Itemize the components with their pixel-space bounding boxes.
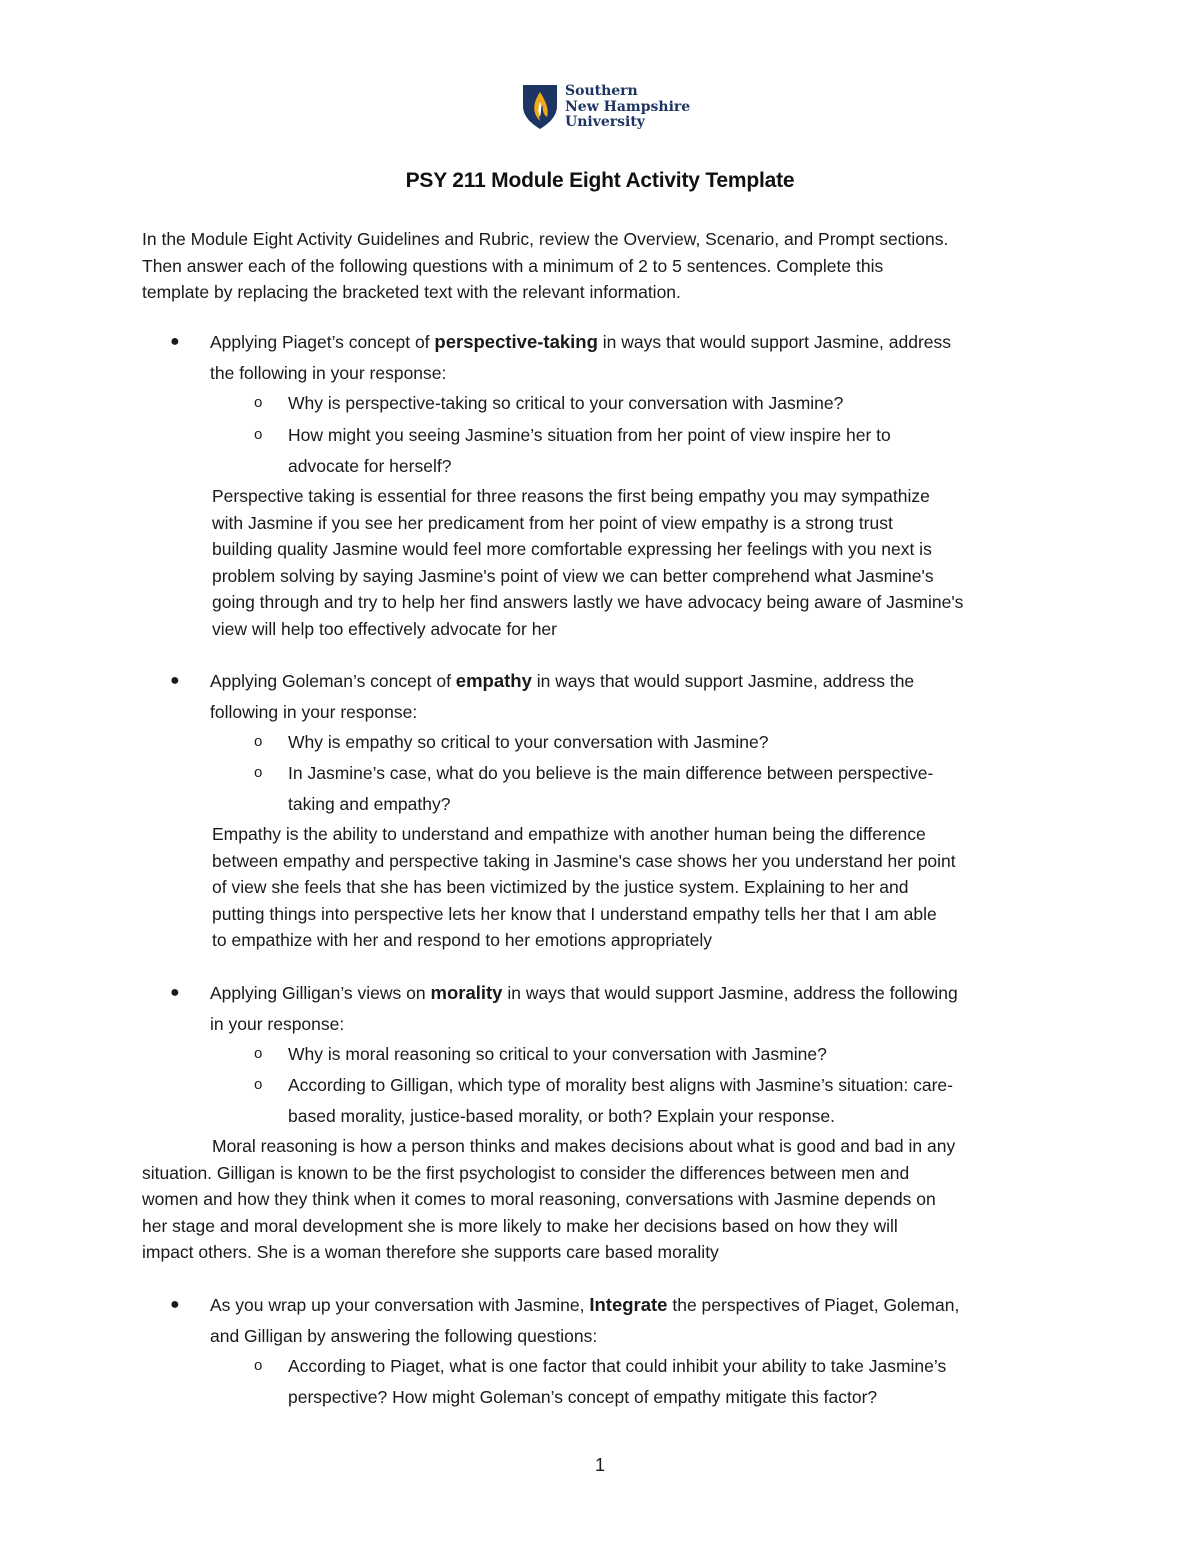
answer-line: view will help too effectively advocate for her bbox=[212, 618, 557, 639]
bullet-text: in ways that would support Jasmine, address bbox=[597, 332, 951, 352]
answer-line: Perspective taking is essential for three reasons the first being empathy you may sympathize bbox=[212, 486, 930, 506]
intro-paragraph bbox=[142, 226, 1062, 306]
circle-bullet-icon: o bbox=[254, 1076, 263, 1093]
answer-piaget bbox=[212, 483, 1072, 642]
answer-line: Empathy is the ability to understand and empathize with another human being the difference bbox=[212, 824, 926, 844]
answer-line: problem solving by saying Jasmine's point of view we can better comprehend what Jasmine's bbox=[212, 565, 934, 586]
sub-question-text: Why is moral reasoning so critical to your conversation with Jasmine? bbox=[288, 1044, 827, 1064]
question-bullet-integrate bbox=[170, 1290, 1070, 1351]
logo-wordmark bbox=[565, 84, 690, 131]
keyword-morality: morality bbox=[430, 982, 503, 1003]
bullet-text: Applying Gilligan’s views on bbox=[210, 983, 431, 1003]
bullet-text: Applying Piaget’s concept of bbox=[210, 332, 435, 352]
snhu-shield-icon bbox=[522, 84, 558, 130]
sub-question-text: taking and empathy? bbox=[288, 793, 451, 814]
sub-question bbox=[254, 758, 1068, 819]
sub-question-text: advocate for herself? bbox=[288, 455, 452, 476]
logo-line-2: New Hampshire bbox=[565, 98, 691, 115]
sub-question-text: According to Gilligan, which type of morality best aligns with Jasmine’s situation: care- bbox=[288, 1075, 953, 1095]
circle-bullet-icon: o bbox=[254, 1045, 263, 1062]
circle-bullet-icon: o bbox=[254, 426, 263, 443]
logo-line-3: University bbox=[565, 114, 645, 130]
bullet-text-line2: following in your response: bbox=[210, 701, 418, 722]
answer-line: building quality Jasmine would feel more comfortable expressing her feelings with you next is bbox=[212, 539, 932, 559]
answer-line: impact others. She is a woman therefore she supports care based morality bbox=[142, 1242, 719, 1262]
bullet-text-line2: in your response: bbox=[210, 1013, 345, 1034]
bullet-text: Applying Goleman’s concept of bbox=[210, 671, 456, 691]
sub-question-text: How might you seeing Jasmine’s situation from her point of view inspire her to bbox=[288, 425, 891, 445]
keyword-integrate: Integrate bbox=[589, 1294, 668, 1315]
bullet-icon: ● bbox=[170, 984, 180, 1001]
sub-question bbox=[254, 727, 1068, 758]
bullet-text: the perspectives of Piaget, Goleman, bbox=[667, 1295, 960, 1315]
answer-line: Moral reasoning is how a person thinks and makes decisions about what is good and bad in any bbox=[212, 1136, 956, 1156]
bullet-icon: ● bbox=[170, 1296, 180, 1313]
answer-line: to empathize with her and respond to her emotions appropriately bbox=[212, 930, 713, 950]
bullet-text: As you wrap up your conversation with Jasmine, bbox=[210, 1295, 590, 1315]
question-bullet-gilligan bbox=[170, 978, 1070, 1039]
answer-line: her stage and moral development she is more likely to make her decisions based on how they will bbox=[142, 1215, 898, 1236]
bullet-text: in ways that would support Jasmine, address the bbox=[531, 671, 915, 691]
bullet-text: in ways that would support Jasmine, address the following bbox=[502, 983, 958, 1003]
sub-question-text: Why is perspective-taking so critical to your conversation with Jasmine? bbox=[288, 393, 844, 413]
circle-bullet-icon: o bbox=[254, 394, 263, 411]
sub-question-text: based morality, justice-based morality, or both? Explain your response. bbox=[288, 1105, 835, 1126]
document-title: PSY 211 Module Eight Activity Template bbox=[405, 169, 795, 192]
bullet-text-line2: the following in your response: bbox=[210, 362, 447, 383]
bullet-text-line2: and Gilligan by answering the following questions: bbox=[210, 1325, 598, 1346]
answer-line: of view she feels that she has been victimized by the justice system. Explaining to her and bbox=[212, 877, 909, 897]
bullet-icon: ● bbox=[170, 333, 180, 350]
keyword-empathy: empathy bbox=[455, 670, 532, 691]
sub-question bbox=[254, 420, 1068, 481]
sub-question-text: In Jasmine’s case, what do you believe is the main difference between perspective- bbox=[288, 763, 934, 783]
sub-question bbox=[254, 1351, 1068, 1412]
sub-question-text: perspective? How might Goleman’s concept of empathy mitigate this factor? bbox=[288, 1386, 878, 1407]
question-bullet-piaget bbox=[170, 327, 1070, 388]
answer-line: women and how they think when it comes to moral reasoning, conversations with Jasmine depends on bbox=[142, 1189, 936, 1209]
logo-line-1: Southern bbox=[565, 83, 638, 99]
answer-gilligan bbox=[142, 1133, 1072, 1266]
keyword-perspective-taking: perspective-taking bbox=[434, 331, 598, 352]
sub-question bbox=[254, 1070, 1068, 1131]
answer-line: putting things into perspective lets her know that I understand empathy tells her that I am able bbox=[212, 903, 937, 924]
sub-question-text: Why is empathy so critical to your conversation with Jasmine? bbox=[288, 732, 769, 752]
intro-line: In the Module Eight Activity Guidelines and Rubric, review the Overview, Scenario, and Prompt sections. bbox=[142, 229, 949, 249]
answer-line: situation. Gilligan is known to be the first psychologist to consider the differences between men and bbox=[142, 1162, 910, 1183]
circle-bullet-icon: o bbox=[254, 733, 263, 750]
sub-question bbox=[254, 1039, 1068, 1070]
page-number: 1 bbox=[594, 1455, 605, 1475]
sub-question bbox=[254, 388, 1068, 419]
bullet-icon: ● bbox=[170, 672, 180, 689]
answer-line: going through and try to help her find answers lastly we have advocacy being aware of Jasmine's bbox=[212, 592, 964, 612]
answer-line: with Jasmine if you see her predicament from her point of view empathy is a strong trust bbox=[212, 512, 893, 533]
intro-line: Then answer each of the following questions with a minimum of 2 to 5 sentences. Complete this bbox=[142, 255, 884, 276]
intro-line: template by replacing the bracketed text with the relevant information. bbox=[142, 282, 681, 302]
circle-bullet-icon: o bbox=[254, 764, 263, 781]
answer-line: between empathy and perspective taking in Jasmine's case shows her you understand her point bbox=[212, 850, 956, 871]
answer-goleman bbox=[212, 821, 1072, 954]
snhu-logo bbox=[522, 84, 690, 131]
sub-question-text: According to Piaget, what is one factor that could inhibit your ability to take Jasmine’s bbox=[288, 1356, 947, 1376]
circle-bullet-icon: o bbox=[254, 1357, 263, 1374]
question-bullet-goleman bbox=[170, 666, 1070, 727]
